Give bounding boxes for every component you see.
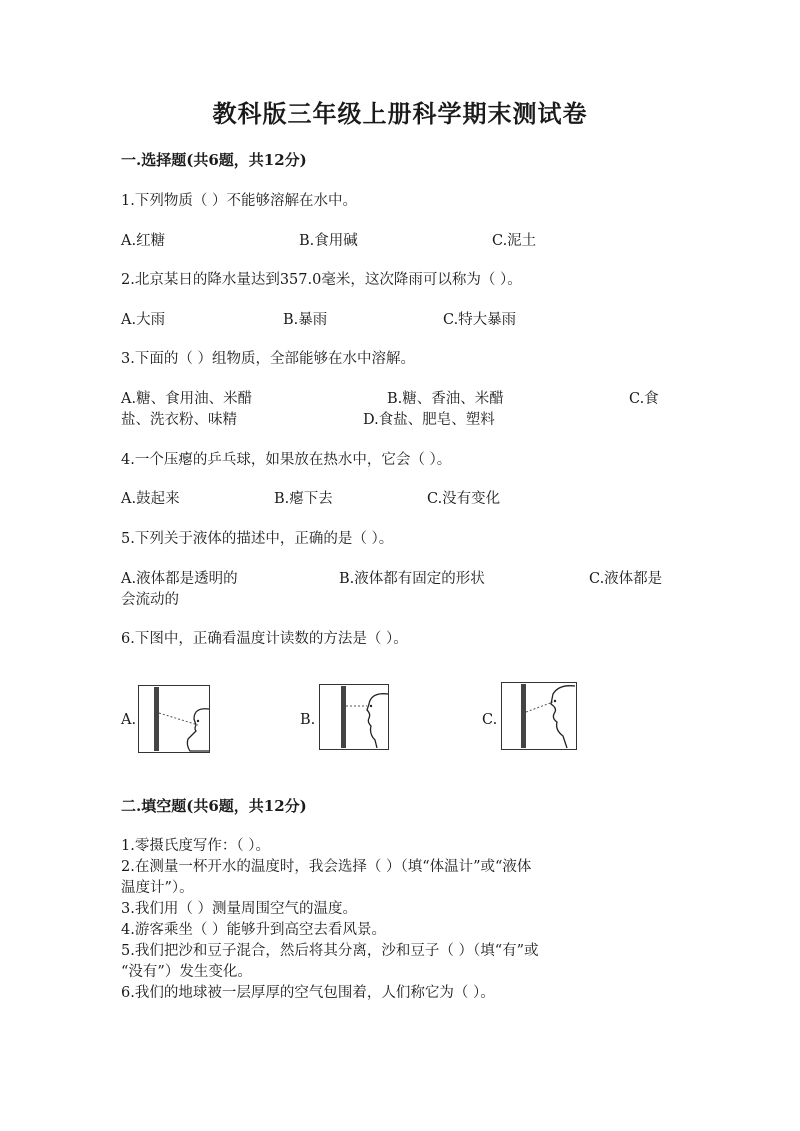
page-title: 教科版三年级上册科学期末测试卷 <box>212 99 588 128</box>
question-4: 4.一个压瘪的乒乓球，如果放在热水中，它会（ ）。 <box>121 452 452 468</box>
fill-line-3: 3.我们用（ ）测量周围空气的温度。 <box>121 901 357 917</box>
section-heading-fill: 二.填空题(共6题，共12分) <box>121 797 307 815</box>
q2-option-a: A.大雨 <box>121 312 166 328</box>
q2-option-b: B.暴雨 <box>283 312 328 328</box>
q3-option-c: C.食 <box>629 391 659 407</box>
q3-option-d: D.食盐、肥皂、塑料 <box>363 412 495 428</box>
question-3: 3.下面的（ ）组物质，全部能够在水中溶解。 <box>121 351 415 367</box>
q6-option-c: C. <box>482 712 498 728</box>
fill-line-4: 4.游客乘坐（ ）能够升到高空去看风景。 <box>121 922 386 938</box>
fill-line-5-cont: “没有”）发生变化。 <box>121 964 252 980</box>
q5-option-b: B.液体都有固定的形状 <box>339 571 485 587</box>
thermometer-figure-b-icon <box>319 684 389 750</box>
q5-option-c-cont: 会流动的 <box>121 592 179 608</box>
thermometer-figure-c-icon <box>501 682 577 750</box>
section-heading-choice: 一.选择题(共6题，共12分) <box>121 151 307 169</box>
fill-line-2: 2.在测量一杯开水的温度时，我会选择（ ）（填“体温计”或“液体 <box>121 859 532 875</box>
fill-line-2-cont: 温度计”）。 <box>121 880 194 896</box>
question-6: 6.下图中，正确看温度计读数的方法是（ ）。 <box>121 631 408 647</box>
q3-option-b: B.糖、香油、米醋 <box>387 391 504 407</box>
q4-option-a: A.鼓起来 <box>121 491 180 507</box>
q3-option-a: A.糖、食用油、米醋 <box>121 391 253 407</box>
q1-option-a: A.红糖 <box>121 233 166 249</box>
q6-option-a: A. <box>121 712 137 728</box>
q3-option-c-cont: 盐、洗衣粉、味精 <box>121 412 237 428</box>
q2-option-c: C.特大暴雨 <box>443 312 517 328</box>
question-2: 2.北京某日的降水量达到357.0毫米，这次降雨可以称为（ ）。 <box>121 272 522 288</box>
question-1: 1.下列物质（ ）不能够溶解在水中。 <box>121 193 357 209</box>
fill-line-1: 1.零摄氏度写作：（ ）。 <box>121 838 270 854</box>
q5-option-a: A.液体都是透明的 <box>121 571 238 587</box>
q4-option-b: B.瘪下去 <box>274 491 333 507</box>
q4-option-c: C.没有变化 <box>427 491 501 507</box>
q1-option-b: B.食用碱 <box>299 233 358 249</box>
thermometer-figure-a-icon <box>138 685 210 753</box>
q1-option-c: C.泥土 <box>492 233 537 249</box>
q6-option-b: B. <box>300 712 316 728</box>
fill-line-6: 6.我们的地球被一层厚厚的空气包围着，人们称它为（ ）。 <box>121 985 495 1001</box>
fill-line-5: 5.我们把沙和豆子混合，然后将其分离，沙和豆子（ ）（填“有”或 <box>121 943 539 959</box>
q5-option-c: C.液体都是 <box>589 571 663 587</box>
question-5: 5.下列关于液体的描述中，正确的是（ ）。 <box>121 531 394 547</box>
